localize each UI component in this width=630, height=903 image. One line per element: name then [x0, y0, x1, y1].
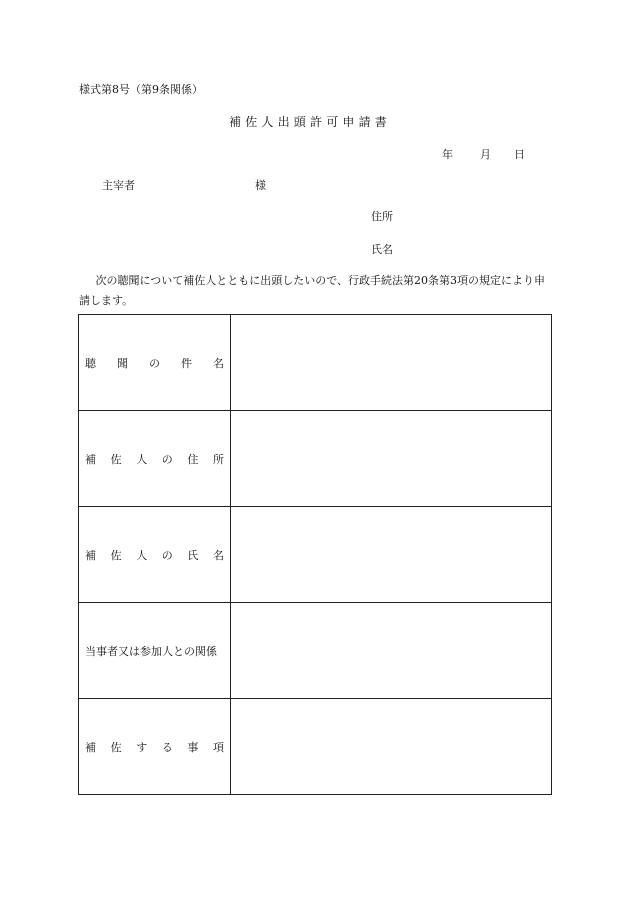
- table-row: [79, 507, 552, 603]
- applicant-address-label: 住所: [371, 210, 393, 223]
- label-char: す: [136, 740, 148, 754]
- label-char: 所: [212, 452, 224, 466]
- label-char: 補: [85, 548, 96, 562]
- application-statement: 次の聴聞について補佐人とともに出頭したいので、行政手続法第20条第3項の規定により申請します。: [79, 274, 546, 307]
- relationship-field[interactable]: [231, 603, 552, 699]
- row-label-assistant-address: [79, 411, 231, 507]
- label-char: 聞: [117, 356, 128, 370]
- date-year-label: 年: [442, 148, 453, 161]
- table-row: [79, 315, 552, 411]
- label-char: 補: [85, 740, 96, 754]
- label-text: 当事者又は参加人との関係: [85, 644, 217, 658]
- assistant-name-field[interactable]: [231, 507, 552, 603]
- label-char: 事: [187, 740, 199, 754]
- label-char: 佐: [110, 740, 122, 754]
- table-row: [79, 699, 552, 795]
- label-char: 名: [212, 548, 224, 562]
- row-label-hearing-subject: [79, 315, 231, 411]
- row-label-assistant-name: [79, 507, 231, 603]
- label-char: 名: [213, 356, 224, 370]
- label-char: の: [149, 356, 160, 370]
- recipient-honorific: 様: [255, 179, 266, 192]
- label-char: 補: [85, 452, 96, 466]
- date-month-label: 月: [480, 148, 491, 161]
- table-row: [79, 411, 552, 507]
- row-label-relationship: [79, 603, 231, 699]
- label-char: 項: [212, 740, 224, 754]
- label-char: の: [161, 548, 173, 562]
- application-form-table: [78, 314, 552, 795]
- label-char: の: [161, 452, 173, 466]
- row-label-assistance-matters: [79, 699, 231, 795]
- document-title: 補佐人出頭許可申請書: [229, 115, 392, 129]
- label-char: 人: [136, 548, 148, 562]
- label-char: る: [161, 740, 173, 754]
- date-day-label: 日: [514, 148, 525, 161]
- table-row: [79, 603, 552, 699]
- applicant-name-label: 氏名: [371, 243, 393, 256]
- hearing-subject-field[interactable]: [231, 315, 552, 411]
- label-char: 件: [181, 356, 192, 370]
- recipient-label: 主宰者: [102, 179, 135, 192]
- assistance-matters-field[interactable]: [231, 699, 552, 795]
- label-char: 住: [187, 452, 199, 466]
- label-char: 人: [136, 452, 148, 466]
- label-char: 佐: [110, 452, 122, 466]
- form-number: 様式第8号（第9条関係）: [79, 83, 203, 96]
- label-char: 聴: [85, 356, 96, 370]
- assistant-address-field[interactable]: [231, 411, 552, 507]
- label-char: 氏: [187, 548, 199, 562]
- label-char: 佐: [110, 548, 122, 562]
